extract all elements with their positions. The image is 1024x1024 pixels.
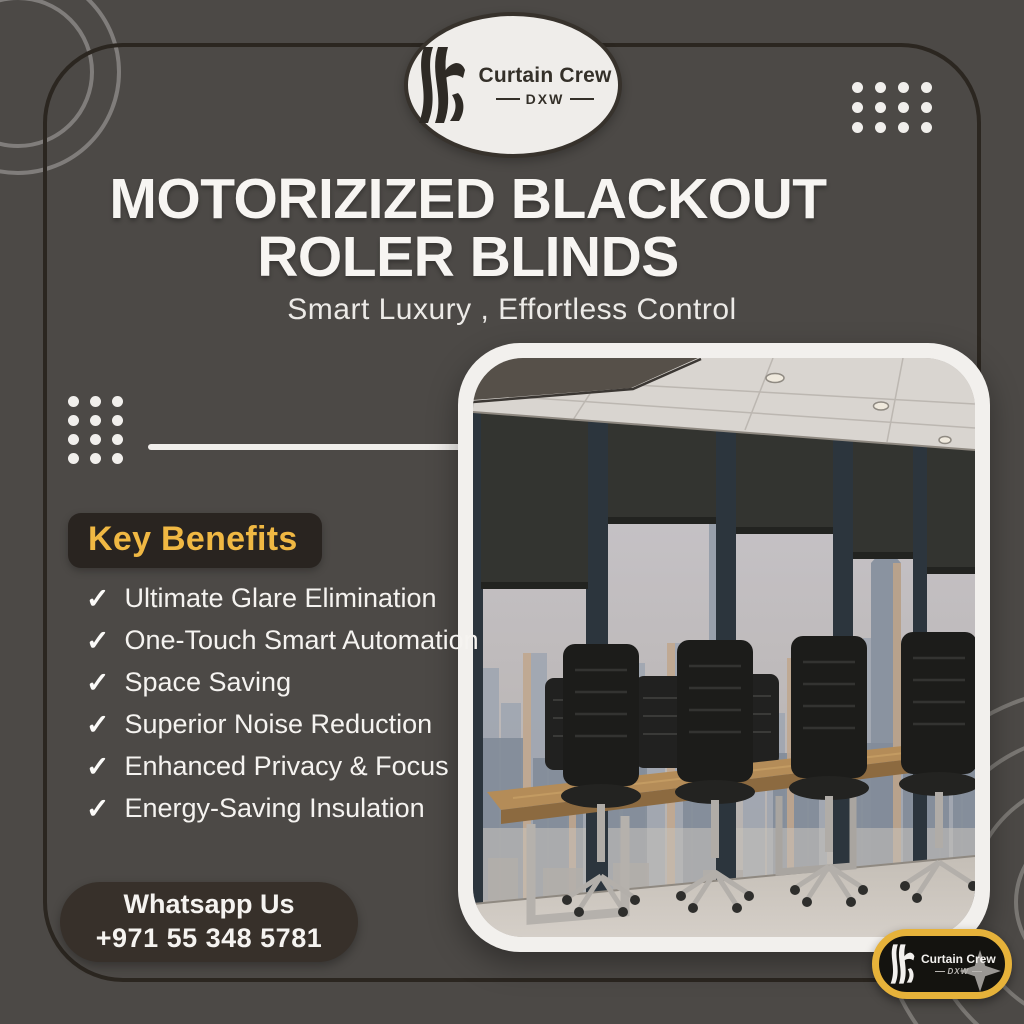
page-title	[0, 167, 936, 290]
dash-left	[496, 98, 520, 100]
whatsapp-cta[interactable]	[60, 882, 358, 962]
benefits-list	[86, 577, 479, 829]
benefit-label: Ultimate Glare Elimination	[124, 582, 437, 613]
check-icon: ✓	[86, 708, 110, 740]
divider-line	[148, 444, 462, 450]
curtain-icon	[412, 43, 470, 127]
roller-blind	[853, 430, 913, 559]
check-icon: ✓	[86, 582, 110, 614]
benefit-label: Energy-Saving Insulation	[124, 792, 425, 823]
product-photo	[473, 358, 975, 937]
check-icon: ✓	[86, 792, 110, 824]
brand-sub: DXW	[947, 967, 970, 976]
headline	[0, 167, 936, 290]
benefit-item	[86, 577, 479, 619]
benefit-label: Space Saving	[124, 666, 292, 697]
conference-room-illustration	[473, 358, 975, 937]
benefit-label: Enhanced Privacy & Focus	[124, 750, 449, 781]
brand-name: Curtain Crew	[478, 63, 612, 87]
benefit-label: One-Touch Smart Automation	[124, 624, 479, 655]
brand-sub-row	[496, 91, 595, 107]
title-line-1: MOTORIZIZED BLACKOUT	[109, 167, 827, 231]
check-icon: ✓	[86, 624, 110, 656]
whatsapp-label: Whatsapp Us	[123, 889, 295, 920]
brand-sub-row	[935, 967, 983, 976]
dash-left	[935, 971, 945, 972]
brand-sub: DXW	[525, 90, 565, 107]
whatsapp-phone: +971 55 348 5781	[95, 923, 323, 953]
brand-logo-bottom-text	[921, 952, 996, 976]
brand-name: Curtain Crew	[921, 952, 996, 966]
check-icon: ✓	[86, 666, 110, 698]
tagline: Smart Luxury , Effortless Control	[287, 293, 737, 326]
roller-blind	[927, 436, 975, 574]
curtain-icon	[887, 942, 917, 986]
brand-logo-text	[478, 64, 611, 107]
roller-blind	[608, 414, 716, 524]
title-line-2: ROLER BLINDS	[257, 225, 679, 290]
benefit-item	[86, 619, 479, 661]
roller-blind	[481, 404, 588, 589]
dash-right	[570, 98, 594, 100]
benefit-item	[86, 787, 479, 829]
key-benefits-badge	[68, 513, 322, 568]
key-benefits-label: Key Benefits	[88, 520, 298, 558]
benefit-item	[86, 703, 479, 745]
dash-right	[972, 971, 982, 972]
benefit-item	[86, 661, 479, 703]
brand-logo-top	[404, 12, 622, 158]
brand-logo-bottom	[872, 929, 1012, 999]
benefit-label: Superior Noise Reduction	[124, 708, 433, 739]
product-photo-frame	[458, 343, 990, 952]
dots-grid-left	[68, 396, 123, 464]
benefit-item	[86, 745, 479, 787]
check-icon: ✓	[86, 750, 110, 782]
dots-grid-top-right	[852, 82, 932, 133]
